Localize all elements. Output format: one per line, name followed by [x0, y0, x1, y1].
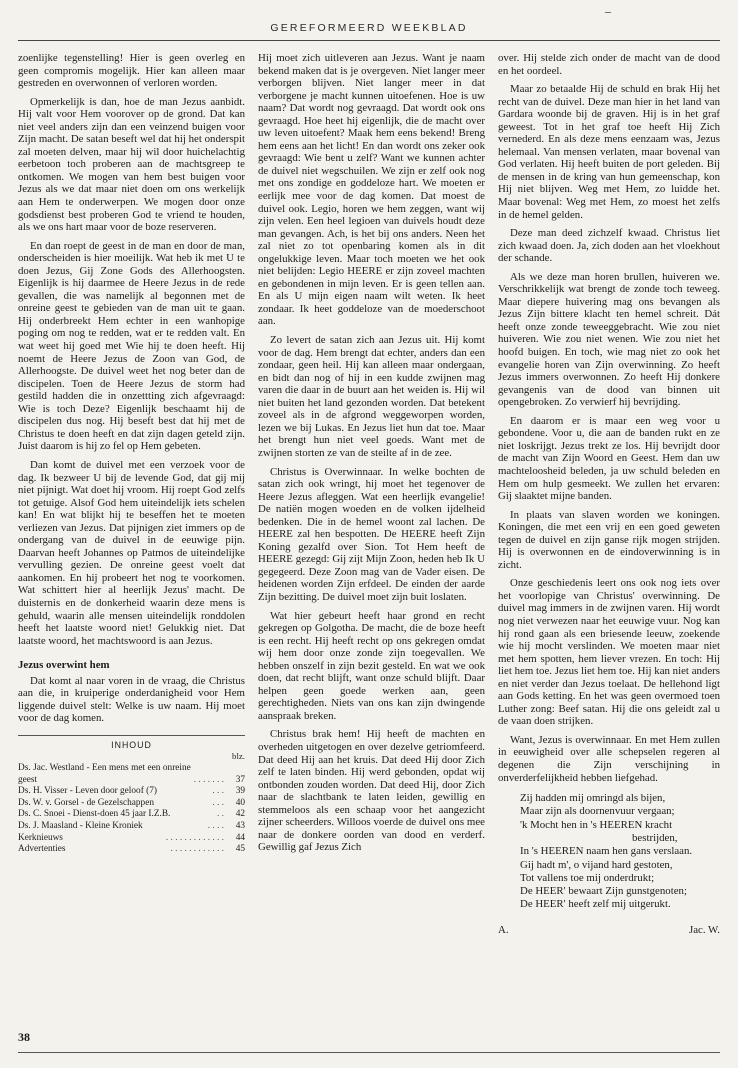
toc-page-label: blz. [232, 751, 245, 762]
paragraph: En dan roept de geest in de man en door de man, onderscheiden is hier moeilijk. Wat heb ik met U te doen Jezus, Gij Zone Gods des Allerhoogsten. Eigenlijk is hij daarmee de Heere Jezus in de rede gevallen, die was namelijk al begonnen met de onreine geest te gebieden van de man uit te gaan. Hij onderbreekt Hem echter in een wanhopige poging om nog te redden, wat er te redden valt. En wat weet hij goed met Wie hij te doen heeft. Hij noemt de Heere Jezus de Zoon van God, de Allerhoogste. De duivel weet het nog beter dan de discipelen. Toen de Heere Jezus de storm had gestild hadden die in onzettting zich afgevraagd: Wie is toch Deze? Eigenlijk beschaamt hij de discipelen dus nog. Hij beseft best dat hij met de Christus te doen heeft en dat zijn dagen geteld zijn. Juist daarom is hij zo fel op Hem gebeten. [18, 239, 245, 453]
verse-line: Tot vallens toe mij onderdrukt; [520, 871, 655, 884]
paragraph: Christus brak hem! Hij heeft de machten en overheden uitgetogen en over dezelve getriomfeerd. Dat deed Hij aan het kruis. Dat deed Hij door Zich zelf te laten binden. Hij werd gebonden, opdat wij ontbonden zouden worden. Dat deed Hij, door Zich naar de slachtbank te laten leiden, gewillig en stemmeloos als een schaap voor het aangezicht zijner scheerders. Willoos voerde de duivel ons mee naar de donkere oorden van dood en verderf. Gewillig gaf Jezus Zich [258, 728, 485, 854]
toc-entry-page: 42 [235, 809, 245, 820]
toc-entry-text: Ds. W. v. Gorsel - de Gezelschappen [18, 797, 154, 808]
psalm-verse [520, 792, 720, 912]
paragraph: Deze man deed zichzelf kwaad. Christus liet zich kwaad doen. Ja, zich doden aan het vloekhout der schande. [498, 227, 720, 265]
signature-initial: A. [498, 923, 509, 936]
verse-line: In 's HEEREN naam hen gans verslaan. [520, 845, 693, 858]
toc-entry-text: Ds. J. Maasland - Kleine Kroniek [18, 821, 143, 832]
toc-entry [18, 844, 245, 856]
column-3 [498, 52, 720, 1002]
table-of-contents [18, 735, 245, 856]
toc-entry-page: 39 [235, 786, 245, 797]
paragraph: Als we deze man horen brullen, huiveren we. Verschrikkelijk wat brengt de zonde toch teweeg. Maar diepere huivering mag ons bevangen als Jezus Zijn bittere klacht ten hemel schreit. Dát heeft onze zonde teweeggebracht. Wie zou niet huiveren. Wie zou niet wenen. Wie zou niet het hoofd buigen. En toch, wie mag niet zo ook het evangelie horen van Zijn overwinning. Zo heeft Jezus immers overwonnen. Zo heeft Hij donkere gevangenis van de dood van binnen uit opengebroken. Zo verwierf hij bevrijding. [498, 270, 720, 409]
toc-dots: . . . . [207, 821, 224, 832]
top-tick-mark [605, 12, 611, 13]
paragraph: Want, Jezus is overwinnaar. En met Hem zullen in eeuwigheid over alle schepselen regeren al degenen die Zijn verschijning in onverderfelijkheid hebben liefgehad. [498, 733, 720, 784]
verse-line: Zij hadden mij omringd als bijen, [520, 792, 666, 805]
author-signature: Jac. W. [688, 923, 720, 936]
paragraph: Wat hier gebeurt heeft haar grond en recht gekregen op Golgotha. De macht, die de boze heeft is een recht. Hij heeft recht op ons gekregen omdat wij hem door onze zonde zijn toegevallen. We hebben onszelf in zijn bezit gesteld. En wat we ook doen, dat recht blijft, want onze schuld blijft. Daar helpen geen goede werken aan, geen gerechtigheden. Niets van ons kan zijn dwingende aanspraak breken. [258, 609, 485, 722]
paragraph: Hij moet zich uitleveren aan Jezus. Want je naam bekend maken dat is je overgeven. Niet langer meer verborgen blijven. Niet langer meer in dat verborgene je macht kunnen uitoefenen. Hoe is uw naam? Dat wordt nog gevraagd. Dat wordt ook ons gevraagd. Hoe heet hij eigenlijk, die de macht over uw leven uitoefent? Maak hem eens bekend! Breng hem eens aan het licht! En dan wordt ons zeker ook gevraagd: Wie bent u zelf? Want we kunnen achter de duivel niet wegschuilen. We zijn er zelf ook nog met ons zondige en goddeloze hart. We moeten er eerlijk mee voor de dag komen. Dat moest de duivel ook. Legio, horen we hem zeggen, want wij zijn velen. Een heel legioen van duivels houdt deze man gevangen. Ach, is het bij ons anders. Neen het zal niet zo tot openbaring komen als in dit ongelukkige leven. Maar toch moeten we het ook niet belijden: Legio HEERE er zijn zoveel machten en gebondenen in mijn leven. Er is geen tellen aan. En als U mijn eigen naam wilt weten. Ik heet zondaar. Ik heet goddeloze van de moederschoot aan. [258, 52, 485, 328]
toc-dots: . . [217, 809, 224, 820]
paragraph: zoenlijke tegenstelling! Hier is geen overleg en geen compromis mogelijk. Hier kan alleen maar gestreden en overwonnen of verloren worden. [18, 52, 245, 90]
toc-entry [18, 763, 245, 786]
toc-entry-text: Kerknieuws [18, 832, 63, 843]
verse-line: Gij hadt m', o vijand hard gestoten, [520, 858, 673, 871]
toc-entry-page: 40 [235, 797, 245, 808]
verse-line: De HEER' bewaart Zijn gunstgenoten; [520, 885, 687, 898]
section-heading: Jezus overwint hem [18, 659, 110, 672]
toc-entry-page: 45 [235, 844, 245, 855]
verse-line: Maar zijn als doornenvuur vergaan; [520, 805, 675, 818]
toc-dots: . . . [212, 797, 224, 808]
toc-entry [18, 786, 245, 798]
column-2 [258, 52, 485, 1002]
paragraph: Dan komt de duivel met een verzoek voor de dag. Ik bezweer U bij de levende God, dat gij mij niet pijnigt. Wat doet hij vroom. Hij roept God zelfs tot getuige. Alsof God hem uiteindelijk iets schelen kan! En wat blijkt hij te beseffen het te moeten verliezen van Jezus. Dat pijnigen ziet immers op de ondergang van de duivel in de eeuwige pijn. Daarvan heeft Johannes op Patmos de uiteindelijke vervulling gezien. De onreine geest voelt dat aankomen. En hij probeert het nog te voorkomen. Wat schittert hier al heerlijk Jezus' macht. De duisternis en de donkerheid waarin deze mens is gehuld, waarin alle mensen uiteindelijk ronddolen heeft het laatste woord niet! Gelukkig niet. Dat laatste woord, het machtswoord is aan Jezus. [18, 458, 245, 647]
page-number: 38 [18, 1030, 30, 1044]
running-header: GEREFORMEERD WEEKBLAD [270, 22, 468, 34]
toc-entry [18, 809, 245, 821]
toc-dots: . . . [212, 786, 224, 797]
toc-entry-text: Ds. Jac. Westland - Een mens met een onreine geest [18, 763, 191, 785]
verse-line: bestrijden, [632, 831, 678, 844]
header-rule [18, 40, 720, 41]
toc-entry [18, 821, 245, 833]
toc-entry-page: 43 [235, 821, 245, 832]
paragraph: In plaats van slaven worden we koningen. Koningen, die met een vrij en een goed geweten tegen de duivel en zijn ganse rijk mogen strijden. Hij is overwonnen en de eindoverwinning is in zicht. [498, 508, 720, 571]
toc-dots: . . . . . . . [193, 774, 224, 785]
paragraph: Zo levert de satan zich aan Jezus uit. Hij komt voor de dag. Hem brengt dat echter, anders dan een zondaar, geen heil. Hij kan alleen maar ondergaan, en bidt dan nog of hij in een kudde zwijnen mag varen die daar in de buurt aan het weiden is. Hij wil niet buiten het land gezonden worden. Dat betekent zoveel als in de afgrond weggeworpen worden, lezen we bij Lukas. En Jezus liet hun dat toe. Maar het brengt hun niet veel goeds. Want met de zwijnen storten ze van de steilte af in de zee. [258, 334, 485, 459]
toc-entry-text: Ds. H. Visser - Leven door geloof (7) [18, 786, 157, 797]
column-1 [18, 52, 245, 1002]
paragraph: Christus is Overwinnaar. In welke bochten de satan zich ook wringt, hij moet het tegenover de Heere Jezus afleggen. Wat een heerlijk evangelie! De natiën mogen woeden en de volken ijdelheid bedenken. Die in de hemel woont zal lachen. De HEERE zal hen bespotten. De HEERE heeft Zijn Koning gezalfd over Sion. Tot Hem heeft de HEERE gezegd: Gij zijt Mijn Zoon, heden heb Ik U gegegeerd. Deze Zoon mag van de Vader eisen. De heidenen worden Zijn erfdeel. De einden der aarde Zijn bezitting. De duivel moet zijn buit loslaten. [258, 465, 485, 603]
paragraph: over. Hij stelde zich onder de macht van de dood en het oordeel. [498, 52, 720, 77]
paragraph: En daarom er is maar een weg voor u gebondene. Voor u, die aan de banden rukt en ze niet loskrijgt. Jezus trekt ze los. Hij bevrijdt door de macht van Zijn Woord en Geest. Hem dan uw machteloosheid beleden, ja uw schuld beleden en Hem om hulp gesmeekt. We zullen het ervaren: Gij slaaktet mijne banden. [498, 414, 720, 503]
toc-entry-page: 44 [235, 832, 245, 843]
footer-rule [18, 1052, 720, 1053]
paragraph: Onze geschiedenis leert ons ook nog iets over het voorlopige van Christus' overwinning. De duivel mag immers in de zwijnen varen. Hij wordt nog niet verwezen naar het eeuwige vuur. Nog kan hij rond gaan als een briesende leeuw, zoekende wie hij mocht verslinden. We moeten maar niet met hem spotten, hem liever vrezen. En toch: Hij liet hem toe. Jezus liet hem toe. Hij kan niet anders en niet verder dan Jezus toelaat. De hellehond ligt aan Gods ketting. En het was geen overmoed toen Luther zong: Beef satan. Hij die ons geleidt zal u de vaan doen strijken. [498, 577, 720, 728]
toc-dots: . . . . . . . . . . . . . [165, 832, 224, 843]
verse-line: 'k Mocht hen in 's HEEREN kracht [520, 818, 673, 831]
signature-row [498, 924, 720, 937]
paragraph: Maar zo betaalde Hij de schuld en brak Hij het recht van de duivel. Deze man hier in het land van Gardara woonde bij de graven. Hij is in het graf geweest. Tot in het graf toe heeft Hij Zich vernederd. En als deze mens eenzaam was, Jezus helemaal. Van mensen verlaten, maar bovenal van God verlaten. Hij heeft buiten de port geleden. Bij de mensen in de kring van hun gemeenschap, kon Hij niet blijven. Weg met Hem, zo luidde het. Maar bovenal: Weg met Hem, zo moest het zelfs in de hemel gelden. [498, 83, 720, 221]
verse-line: De HEER' heeft zelf mij uitgerukt. [520, 898, 671, 911]
toc-dots: . . . . . . . . . . . . [170, 844, 224, 855]
toc-entry-text: Ds. C. Snoei - Dienst-doen 45 jaar I.Z.B. [18, 809, 171, 820]
toc-entry [18, 833, 245, 845]
toc-entry-page: 37 [235, 774, 245, 785]
toc-title: INHOUD [111, 739, 152, 750]
toc-entry-text: Advertenties [18, 844, 66, 855]
paragraph: Dat komt al naar voren in de vraag, die Christus aan die, in kruiperige onderdanigheid voor Hem liggende duivel stelt: Welke is uw naam. Hij moet voor de dag komen. [18, 674, 245, 725]
toc-entry [18, 798, 245, 810]
paragraph: Opmerkelijk is dan, hoe de man Jezus aanbidt. Hij valt voor Hem voorover op de grond. Dat kan niet veel anders zijn dan een veinzend buigen voor Zijn macht. De satan beseft wel dat hij het onderspit zal moeten delven, maar hij wil door huichelachtig eerbetoon toch proberen aan de machtsgreep te ontkomen. We mogen van hem best buigen voor Jezus als we dat maar niet doen om ons werkelijk aan Hem te onderwerpen. We mogen door onze godsdienst best proberen God te vriend te houden, als we ons hart maar voor de boze reserveren. [18, 95, 245, 234]
